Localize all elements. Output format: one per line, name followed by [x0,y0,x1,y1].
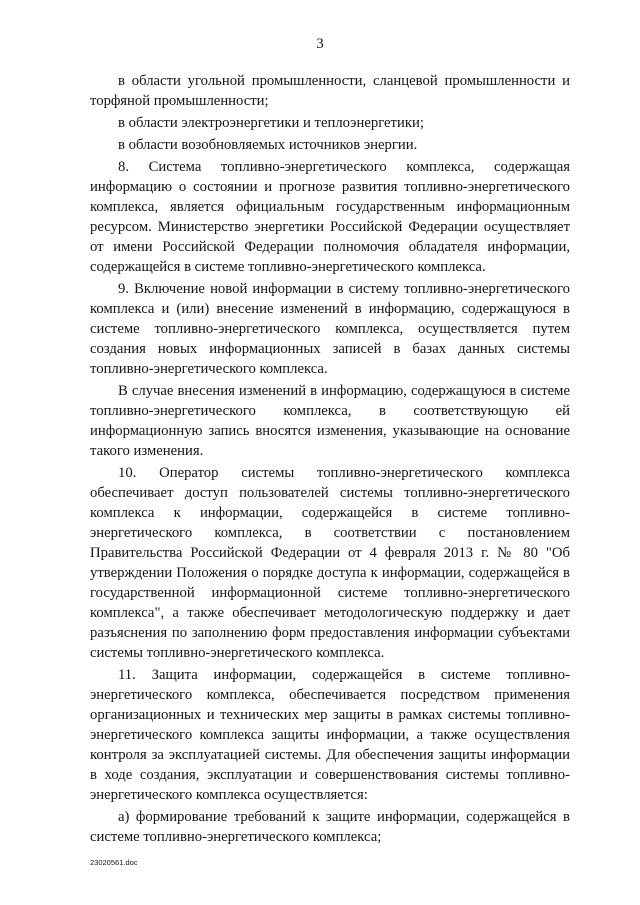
paragraph-coal-industry: в области угольной промышленности, сланцевой промышленности и торфяной промышленности; [90,73,570,109]
page-number: 3 [316,36,324,52]
document-body [90,71,570,849]
paragraph-electric-power: в области электроэнергетики и теплоэнергетики; [118,115,424,131]
paragraph-clause-10: 10. Оператор системы топливно-энергетического комплекса обеспечивает доступ пользователей системы топливно-энергетического комплекса к информации, содержащейся в системе топливно-энергетического комплекса, в соответствии с постановлением Правительства Российской Федерации от 4 февраля 2013 г. № 80 "Об утверждении Положения о порядке доступа к информации, содержащейся в государственной информационной системе топливно-энергетического комплекса", а также обеспечивает методологическую поддержку и дает разъяснения по заполнению форм предоставления информации субъектами системы топливно-энергетического комплекса. [90,465,570,661]
footer-filename: 23020561.doc [90,858,138,867]
paragraph-renewable-energy: в области возобновляемых источников энергии. [118,137,418,153]
paragraph-clause-8: 8. Система топливно-энергетического комплекса, содержащая информацию о состоянии и прогнозе развития топливно-энергетического комплекса, является официальным государственным информационным ресурсом. Министерство энергетики Российской Федерации осуществляет от имени Российской Федерации полномочия обладателя информации, содержащейся в системе топливно-энергетического комплекса. [90,159,570,275]
paragraph-changes: В случае внесения изменений в информацию, содержащуюся в системе топливно-энергетического комплекса, в соответствующую ей информационную запись вносятся изменения, указывающие на основание такого изменения. [90,383,570,459]
paragraph-item-a: а) формирование требований к защите информации, содержащейся в системе топливно-энергетического комплекса; [90,809,570,845]
paragraph-clause-11: 11. Защита информации, содержащейся в системе топливно-энергетического комплекса, обеспечивается посредством применения организационных и технических мер защиты в рамках системы топливно-энергетического комплекса защиты информации, а также осуществления контроля за эксплуатацией системы. Для обеспечения защиты информации в ходе создания, эксплуатации и совершенствования системы топливно-энергетического комплекса осуществляется: [90,667,570,803]
paragraph-clause-9: 9. Включение новой информации в систему топливно-энергетического комплекса и (или) внесение изменений в информацию, содержащуюся в системе топливно-энергетического комплекса, осуществляется путем создания новых информационных записей в базах данных системы топливно-энергетического комплекса. [90,281,570,377]
